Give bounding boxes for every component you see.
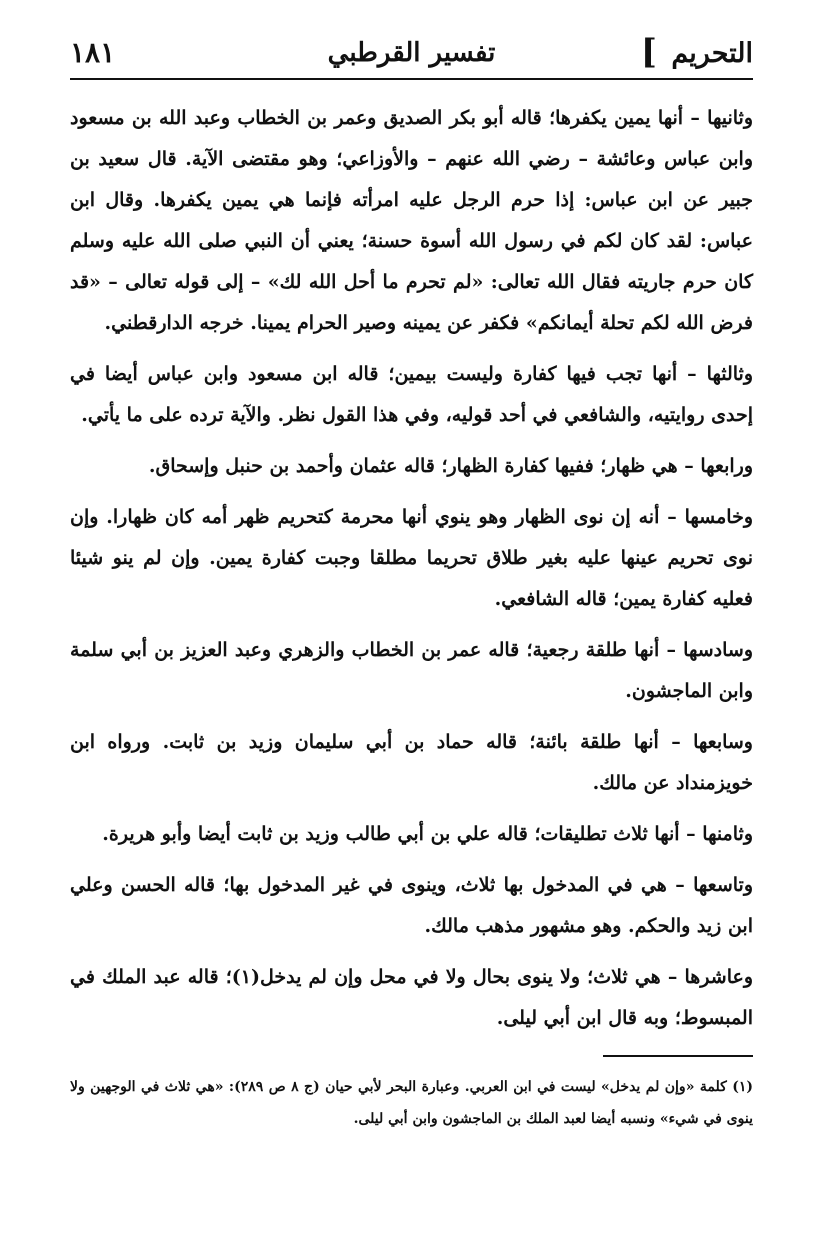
main-text	[70, 98, 753, 1039]
paragraph-fifth-opinion: وخامسها – أنه إن نوى الظهار وهو ينوي أنها محرمة كتحريم ظهر أمه كان ظهارا. وإن نوى تحريم عينها عليه بغير طلاق تحريما مطلقا وجبت كفارة يمين. وإن لم ينو شيئا فعليه كفارة يمين؛ قاله الشافعي.	[70, 506, 753, 610]
footnote-divider	[603, 1055, 753, 1057]
paragraph-tenth-opinion: وعاشرها – هي ثلاث؛ ولا ينوى بحال ولا في محل وإن لم يدخل(١)؛ قاله عبد الملك في المبسوط؛ وبه قال ابن أبي ليلى.	[70, 966, 754, 1029]
paragraph-third-opinion: وثالثها – أنها تجب فيها كفارة وليست بيمين؛ قاله ابن مسعود وابن عباس أيضا في إحدى روايتيه، والشافعي في أحد قوليه، وفي هذا القول نظر. والآية ترده على ما يأتي.	[70, 363, 753, 426]
page-header	[70, 28, 753, 80]
paragraph-eighth-opinion: وثامنها – أنها ثلاث تطليقات؛ قاله علي بن أبي طالب وزيد بن ثابت أيضا وأبو هريرة.	[102, 823, 753, 845]
paragraph-second-opinion: وثانيها – أنها يمين يكفرها؛ قاله أبو بكر الصديق وعمر بن الخطاب وعبد الله بن مسعود وابن عباس وعائشة – رضي الله عنهم – والأوزاعي؛ وهو مقتضى الآية. قال سعيد بن جبير عن ابن عباس: إذا حرم الرجل عليه امرأته فإنما هي يمين يكفرها. وقال ابن عباس: لقد كان لكم في رسول الله أسوة حسنة؛ يعني أن النبي صلى الله عليه وسلم كان حرم جاريته فقال الله تعالى: «لم تحرم ما أحل الله لك» – إلى قوله تعالى – «قد فرض الله لكم تحلة أيمانكم» فكفر عن يمينه وصير الحرام يمينا. خرجه الدارقطني.	[70, 107, 753, 334]
paragraph-seventh-opinion: وسابعها – أنها طلقة بائنة؛ قاله حماد بن أبي سليمان وزيد بن ثابت. ورواه ابن خويزمنداد عن مالك.	[70, 731, 753, 794]
paragraph-fourth-opinion: ورابعها – هي ظهار؛ ففيها كفارة الظهار؛ قاله عثمان وأحمد بن حنبل وإسحاق.	[148, 455, 753, 477]
footnote: (١) كلمة «وإن لم يدخل» ليست في ابن العربي. وعبارة البحر لأبي حيان (ج ٨ ص ٢٨٩): «هي ثلاث في الوجهين ولا ينوى في شيء» ونسبه أيضا لعبد الملك بن الماجشون وابن أبي ليلى.	[70, 1079, 753, 1127]
book-title: تفسير القرطبي	[327, 38, 496, 68]
chapter-name: التحريم	[671, 38, 753, 69]
page-number: ١٨١	[70, 36, 116, 69]
header-bracket: ]	[640, 32, 657, 72]
paragraph-ninth-opinion: وتاسعها – هي في المدخول بها ثلاث، وينوى في غير المدخول بها؛ قاله الحسن وعلي ابن زيد والحكم. وهو مشهور مذهب مالك.	[70, 874, 753, 937]
paragraph-sixth-opinion: وسادسها – أنها طلقة رجعية؛ قاله عمر بن الخطاب والزهري وعبد العزيز بن أبي سلمة وابن الماجشون.	[70, 639, 753, 702]
